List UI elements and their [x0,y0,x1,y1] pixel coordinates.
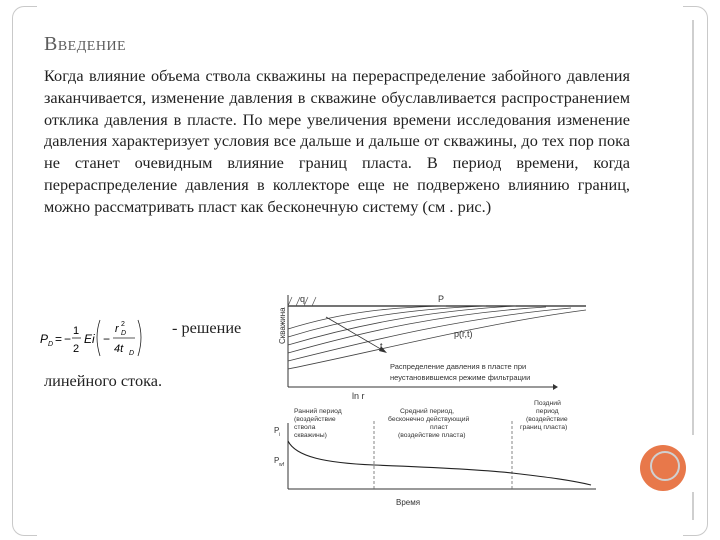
formula-ending: линейного стока. [44,371,163,390]
bottom-pwf-sub: wf [279,462,284,468]
formula-equals: = [55,332,63,346]
decor-bar-bottom [692,492,694,520]
formula-r-sub: D [121,330,127,337]
top-plot [278,294,586,401]
top-q-label: q [300,294,306,304]
top-t-label: t [380,341,383,351]
formula-lhs: P [40,332,49,346]
bottom-plot [274,399,596,507]
period3-line2: период [536,408,559,415]
period1-line4: скважины) [294,432,327,439]
pressure-curve-5 [288,308,571,361]
period2-line2: бесконечно действующий [388,416,470,423]
decor-bar-top [692,20,694,435]
line-source-formula [40,312,170,362]
top-prt-label: p(r,t) [454,329,473,339]
formula-r-sup: 2 [121,321,125,328]
top-caption-line2: неустановившемся режиме фильтрации [390,373,531,382]
bottom-x-label: Время [396,498,421,507]
period2-line4: (воздействие пласта) [398,432,466,439]
bottom-pwf-label: P [274,456,280,465]
top-p-label: P [438,294,445,304]
time-arrow [326,317,384,351]
period1-line3: ствола [294,424,316,431]
top-x-arrow [553,384,558,390]
period2-line3: пласт [430,424,448,431]
pressure-figure [266,289,600,511]
pressure-curve-4 [288,307,546,353]
formula-r: r [115,323,119,335]
formula-suffix: - решение [172,318,242,337]
formula-t-coef: 4t [114,343,124,355]
period3-line4: границ пласта) [520,424,568,431]
slide-frame-left [12,6,37,536]
formula-inner-minus: − [103,332,111,346]
formula-right-paren [138,320,141,356]
period3-line1: Поздний [534,400,561,407]
top-y-label: Скважина [278,307,287,344]
formula-lhs-sub: D [48,341,54,348]
pressure-time-curve [288,441,591,485]
formula-left-paren [97,320,100,356]
period2-line1: Средний период, [400,408,455,415]
formula-numerator: 1 [73,325,80,337]
slide-title: Введение [44,33,127,55]
decor-ring [650,451,680,481]
period1-line1: Ранний период [294,408,342,415]
bottom-pi-sub: i [279,432,281,438]
formula-ei: Ei [84,332,95,346]
top-x-label: ln r [352,391,365,401]
top-caption-line1: Распределение давления в пласте при [390,362,527,371]
intro-paragraph: Когда влияние объема ствола скважины на перераспределение забойного давления заканчивается, изменение давления в скважине обуславливается распространением отклика давления в пласте. По мере увеличения времени исследования изменение давления характеризует условия все дальше и дальше от скважины, до тех пор пока не станет очевидным влияние границ пласта. В период времени, когда перераспределение давления в коллекторе еще не подвержено влиянию границ, можно рассматривать пласт как бесконечную систему (см . рис.) [44,66,630,216]
formula-denominator: 2 [73,343,80,355]
period1-line2: (воздействие [294,416,336,423]
period3-line3: (воздействие [526,416,568,423]
formula-t-sub: D [129,350,135,357]
slide-frame-right [683,6,708,536]
bottom-pi-label: P [274,426,280,435]
formula-minus: − [64,332,72,346]
